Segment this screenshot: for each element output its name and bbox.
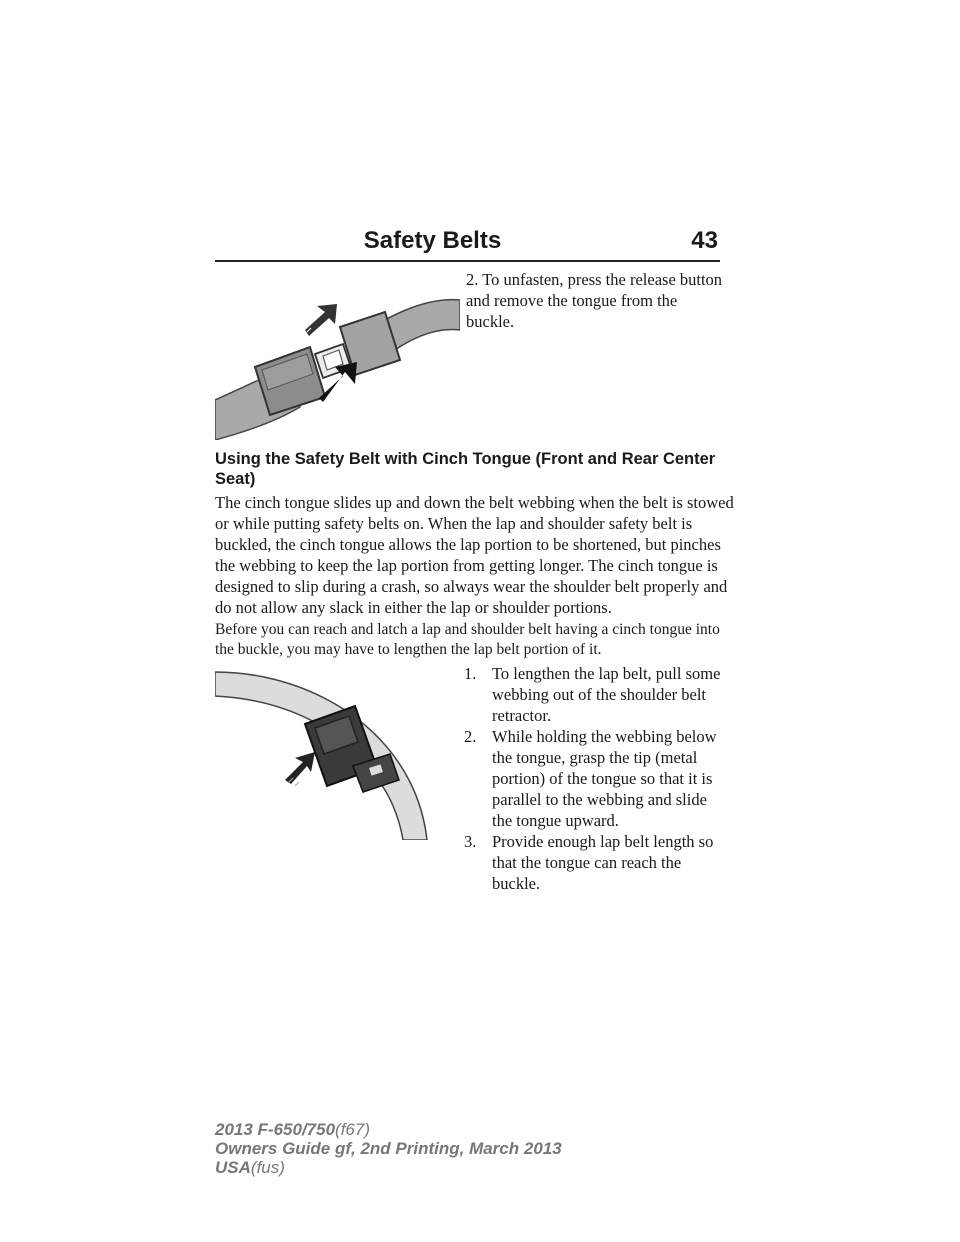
list-item xyxy=(464,831,729,894)
cinch-tongue-illustration xyxy=(215,662,445,840)
document-footer xyxy=(215,1120,715,1177)
list-item xyxy=(464,726,729,831)
lengthen-lap-belt-paragraph: Before you can reach and latch a lap and shoulder belt having a cinch tongue into the buckle, you may have to lengthen the lap belt portion of it. xyxy=(215,621,720,658)
unfasten-step xyxy=(466,269,724,332)
footer-region-line xyxy=(215,1158,715,1177)
footer-model-line xyxy=(215,1120,715,1139)
step-text: While holding the webbing below the tongue, grasp the tip (metal portion) of the tongue so that it is parallel to the webbing and slide the tongue upward. xyxy=(492,727,717,830)
page-number: 43 xyxy=(691,227,718,254)
cinch-tongue-paragraph: The cinch tongue slides up and down the belt webbing when the belt is stowed or while putting safety belts on. When the lap and shoulder safety belt is buckled, the cinch tongue allows the lap portion to be shortened, but pinches the webbing to keep the lap portion from getting longer. The cinch tongue is designed to slip during a crash, so always wear the shoulder belt properly and do not allow any slack in either the lap or shoulder portions. xyxy=(215,493,734,617)
step-number: 2. xyxy=(464,727,477,746)
step-text: Provide enough lap belt length so that the tongue can reach the buckle. xyxy=(492,832,714,893)
tongue-removal-arrow-icon xyxy=(305,304,337,336)
page-header xyxy=(215,226,720,262)
footer-region: USA xyxy=(215,1158,251,1177)
step-text: To lengthen the lap belt, pull some webbing out of the shoulder belt retractor. xyxy=(492,664,721,725)
cinch-tongue-heading: Using the Safety Belt with Cinch Tongue (Front and Rear Center Seat) xyxy=(215,450,716,488)
step-number: 3. xyxy=(464,832,477,851)
footer-printing-line: Owners Guide gf, 2nd Printing, March 2013 xyxy=(215,1139,562,1158)
unfasten-step-text: 2. To unfasten, press the release button and remove the tongue from the buckle. xyxy=(466,270,723,331)
slide-upward-arrow-icon xyxy=(285,752,315,786)
page-title: Safety Belts xyxy=(363,227,502,254)
lengthen-steps-list xyxy=(464,663,729,894)
step-number: 1. xyxy=(464,664,477,683)
footer-region-code: (fus) xyxy=(250,1158,285,1177)
footer-model-code: (f67) xyxy=(335,1120,371,1139)
footer-model: 2013 F-650/750 xyxy=(215,1120,336,1139)
buckle-release-illustration xyxy=(215,272,460,440)
list-item xyxy=(464,663,729,726)
